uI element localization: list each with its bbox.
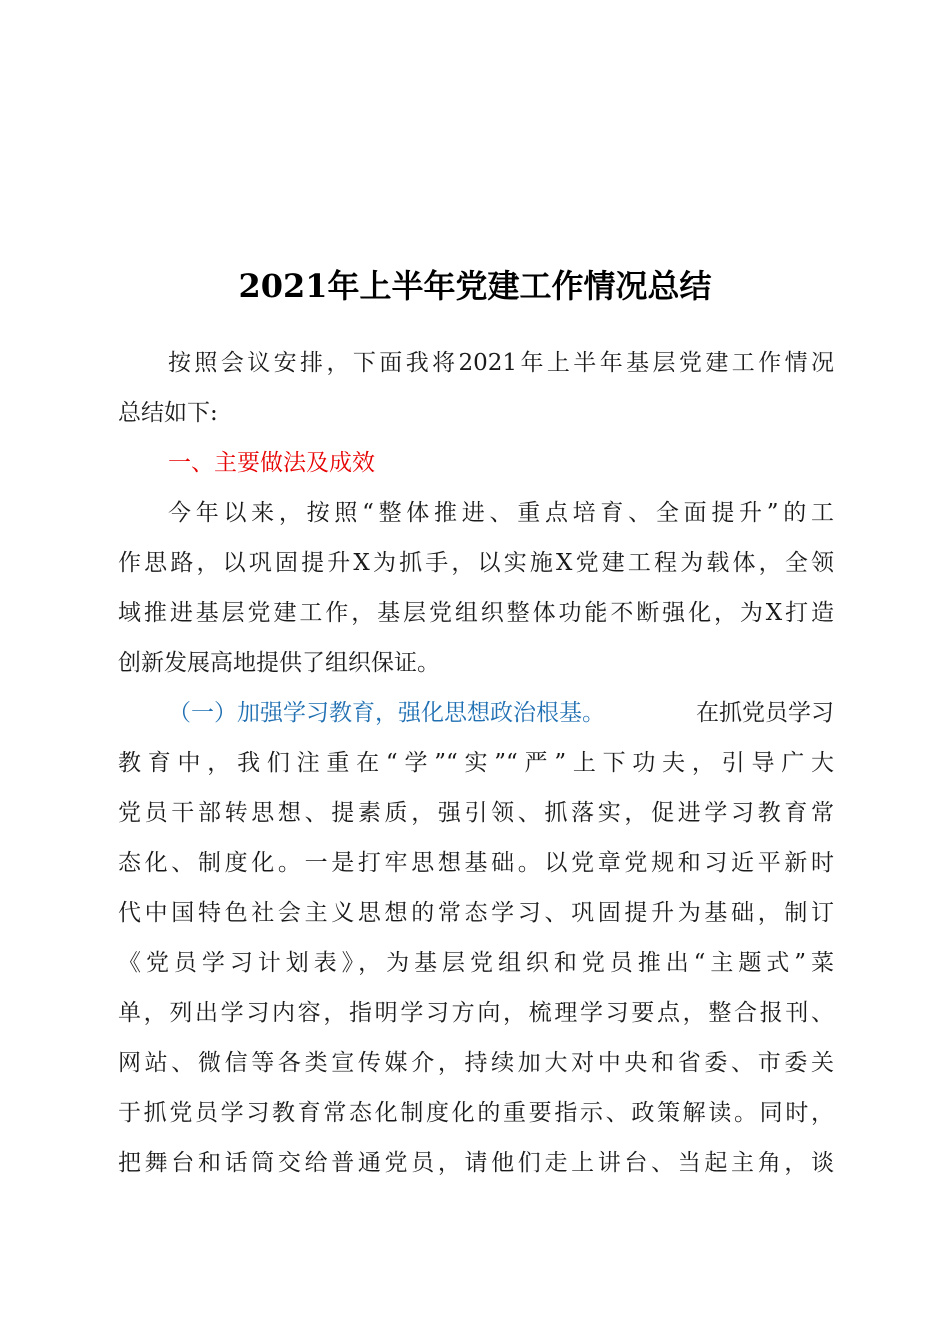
paragraph-line: 今年以来，按照“整体推进、重点培育、全面提升”的工 (168, 500, 834, 526)
paragraph-line: 作思路，以巩固提升X为抓手，以实施X党建工程为载体，全领 (118, 550, 834, 576)
document-title: 2021年上半年党建工作情况总结 (238, 267, 712, 305)
paragraph-line: 教育中，我们注重在“学”“实”“严”上下功夫，引导广大 (118, 750, 834, 776)
paragraph-line: 《党员学习计划表》，为基层党组织和党员推出“主题式”菜 (118, 950, 834, 976)
paragraph-line: 态化、制度化。一是打牢思想基础。以党章党规和习近平新时 (118, 850, 834, 876)
paragraph-line: 党员干部转思想、提素质，强引领、抓落实，促进学习教育常 (118, 800, 834, 826)
subsection-line-rest: 在抓党员学习 (696, 700, 834, 726)
paragraph-line: 代中国特色社会主义思想的常态学习、巩固提升为基础，制订 (118, 900, 834, 926)
section-heading: 一、主要做法及成效 (168, 450, 375, 476)
subsection-heading: （一）加强学习教育，强化思想政治根基。 (168, 700, 605, 726)
paragraph-line: 单，列出学习内容，指明学习方向，梳理学习要点，整合报刊、 (118, 1000, 834, 1026)
paragraph-line: 域推进基层党建工作，基层党组织整体功能不断强化，为X打造 (118, 600, 834, 626)
paragraph-line: 于抓党员学习教育常态化制度化的重要指示、政策解读。同时， (118, 1100, 834, 1126)
paragraph-line: 网站、微信等各类宣传媒介，持续加大对中央和省委、市委关 (118, 1050, 834, 1076)
intro-line-2: 总结如下: (118, 400, 218, 426)
paragraph-line: 创新发展高地提供了组织保证。 (118, 650, 440, 676)
paragraph-line: 把舞台和话筒交给普通党员，请他们走上讲台、当起主角，谈 (118, 1150, 834, 1176)
subsection-first-line (168, 688, 834, 738)
intro-line-1: 按照会议安排，下面我将2021年上半年基层党建工作情况 (168, 350, 834, 376)
